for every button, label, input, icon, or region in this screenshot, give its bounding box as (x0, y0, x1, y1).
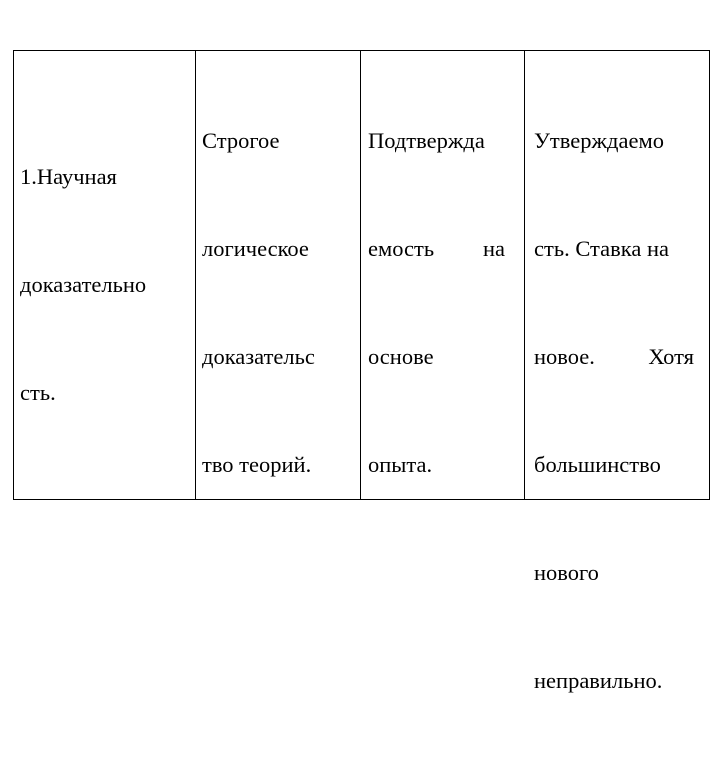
cell-text-line (534, 339, 694, 375)
cell-text-word: емость (368, 236, 435, 261)
comparison-table (13, 50, 710, 693)
cell-text-word: Хотя (648, 344, 694, 369)
cell-text-line: опыта. (368, 452, 433, 477)
cell-text-word: новое. (534, 344, 595, 369)
cell-text-line: Строгое (202, 128, 280, 153)
table-cell-assertion (525, 51, 709, 693)
cell-text-line: логическое (202, 236, 309, 261)
cell-text-line: доказательс (202, 344, 315, 369)
table-cell-category (14, 51, 196, 499)
cell-text-line: 1.Научная (20, 164, 117, 189)
cell-text-line: сть. (20, 380, 56, 405)
cell-text-line: Подтвержда (368, 128, 485, 153)
cell-text-line: нового (534, 560, 599, 585)
cell-text-line: неправильно. (534, 668, 663, 693)
cell-text-word: на (482, 236, 505, 261)
cell-text-line: основе (368, 344, 434, 369)
cell-text-line: сть. Ставка на (534, 236, 669, 261)
table-cell-confirmation (361, 51, 525, 499)
cell-text-line (368, 231, 505, 267)
table-cell-description (196, 51, 361, 499)
cell-text-line: большинство (534, 452, 661, 477)
cell-text-line: доказательно (20, 272, 147, 297)
cell-text-line: Утверждаемо (534, 128, 664, 153)
cell-text-line: тво теорий. (202, 452, 312, 477)
